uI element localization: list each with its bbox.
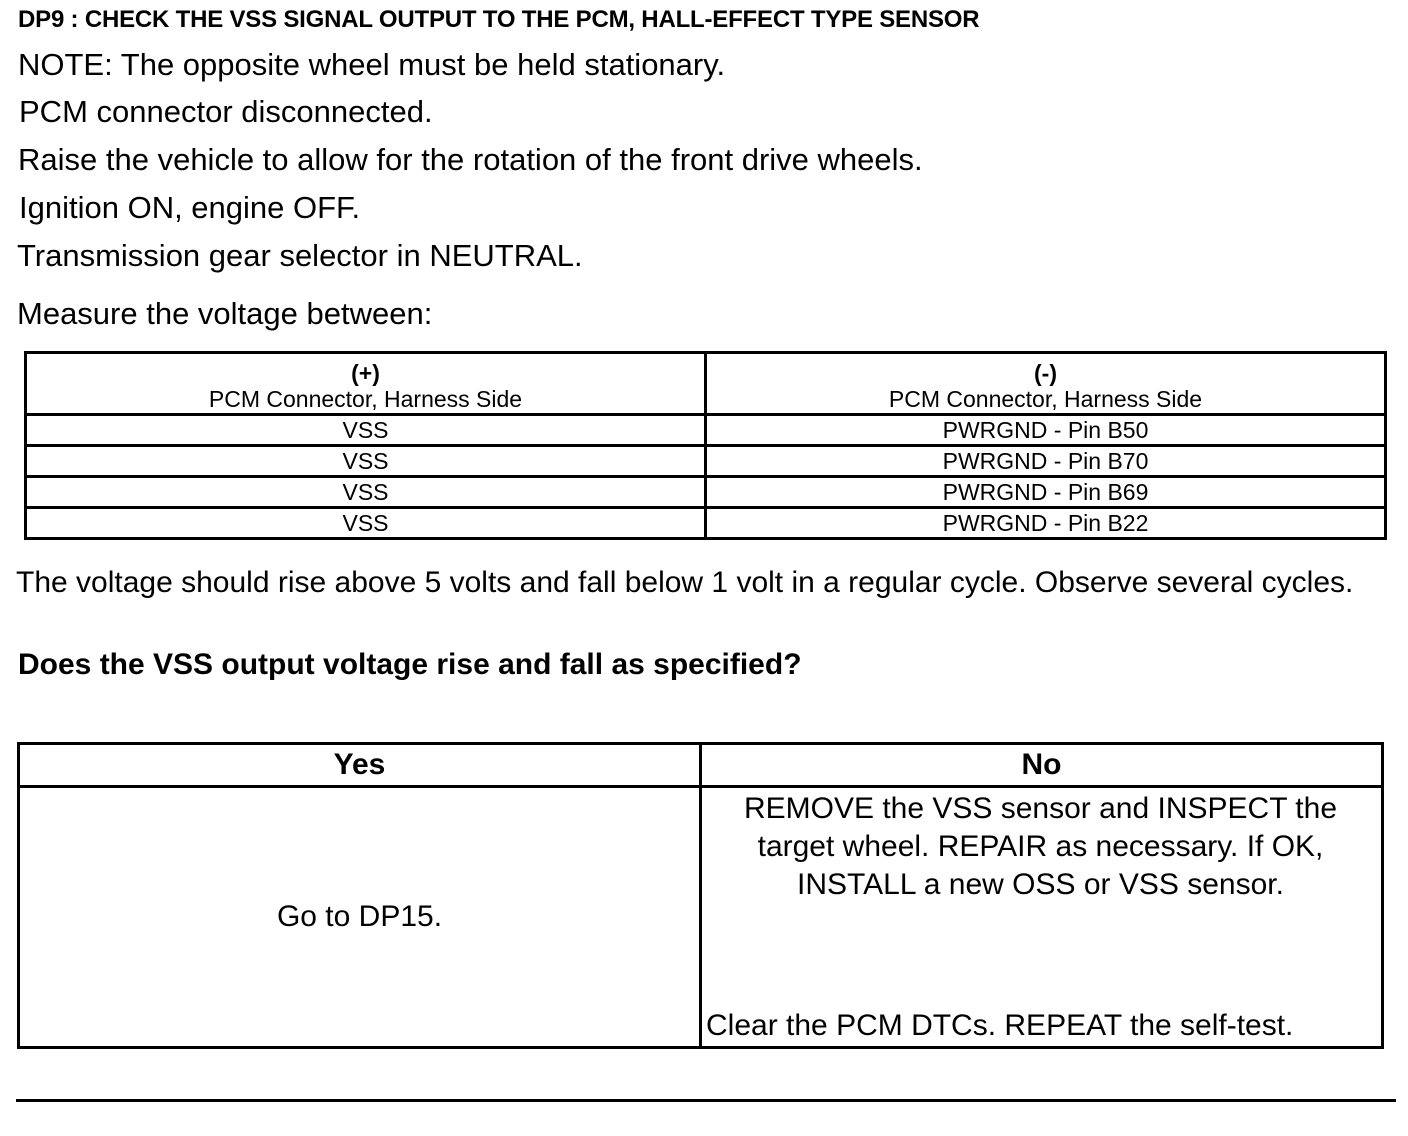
no-followup: Clear the PCM DTCs. REPEAT the self-test.	[706, 1009, 1294, 1042]
negative-cell: PWRGND - Pin B22	[706, 508, 1386, 539]
table-row	[26, 477, 1386, 508]
result-header-row	[19, 744, 1383, 787]
result-row	[19, 787, 1383, 1048]
condition-item: Ignition ON, engine OFF.	[19, 190, 361, 225]
negative-sign: (-)	[1034, 360, 1057, 386]
condition-item: PCM connector disconnected.	[19, 94, 433, 129]
yes-header: Yes	[19, 744, 701, 787]
test-question: Does the VSS output voltage rise and fall as specified?	[18, 648, 802, 681]
no-header: No	[701, 744, 1383, 787]
positive-cell: VSS	[26, 415, 706, 446]
bottom-divider	[16, 1099, 1396, 1102]
no-cell	[701, 787, 1383, 1048]
no-action: REMOVE the VSS sensor and INSPECT the target wheel. REPAIR as necessary. If OK, INSTALL a new OSS or VSS sensor.	[743, 792, 1338, 901]
positive-sign: (+)	[351, 360, 380, 386]
expected-result-text: The voltage should rise above 5 volts and fall below 1 volt in a regular cycle. Observe several cycles.	[16, 566, 1354, 599]
measure-intro: Measure the voltage between:	[17, 296, 433, 331]
table-row	[26, 508, 1386, 539]
measurement-header-row	[26, 353, 1386, 415]
positive-label: PCM Connector, Harness Side	[208, 386, 523, 412]
condition-note: NOTE: The opposite wheel must be held stationary.	[18, 47, 726, 82]
table-row	[26, 415, 1386, 446]
condition-item: Transmission gear selector in NEUTRAL.	[17, 238, 583, 273]
negative-header	[706, 353, 1386, 415]
yes-action: Go to DP15.	[19, 787, 701, 1048]
negative-cell: PWRGND - Pin B50	[706, 415, 1386, 446]
negative-cell: PWRGND - Pin B70	[706, 446, 1386, 477]
positive-cell: VSS	[26, 477, 706, 508]
measurement-table	[24, 351, 1387, 540]
negative-cell: PWRGND - Pin B69	[706, 477, 1386, 508]
negative-label: PCM Connector, Harness Side	[888, 386, 1203, 412]
condition-item: Raise the vehicle to allow for the rotation of the front drive wheels.	[18, 142, 923, 177]
page-title: DP9 : CHECK THE VSS SIGNAL OUTPUT TO THE PCM, HALL-EFFECT TYPE SENSOR	[18, 6, 980, 33]
positive-header	[26, 353, 706, 415]
table-row	[26, 446, 1386, 477]
positive-cell: VSS	[26, 508, 706, 539]
positive-cell: VSS	[26, 446, 706, 477]
result-table	[17, 742, 1384, 1049]
